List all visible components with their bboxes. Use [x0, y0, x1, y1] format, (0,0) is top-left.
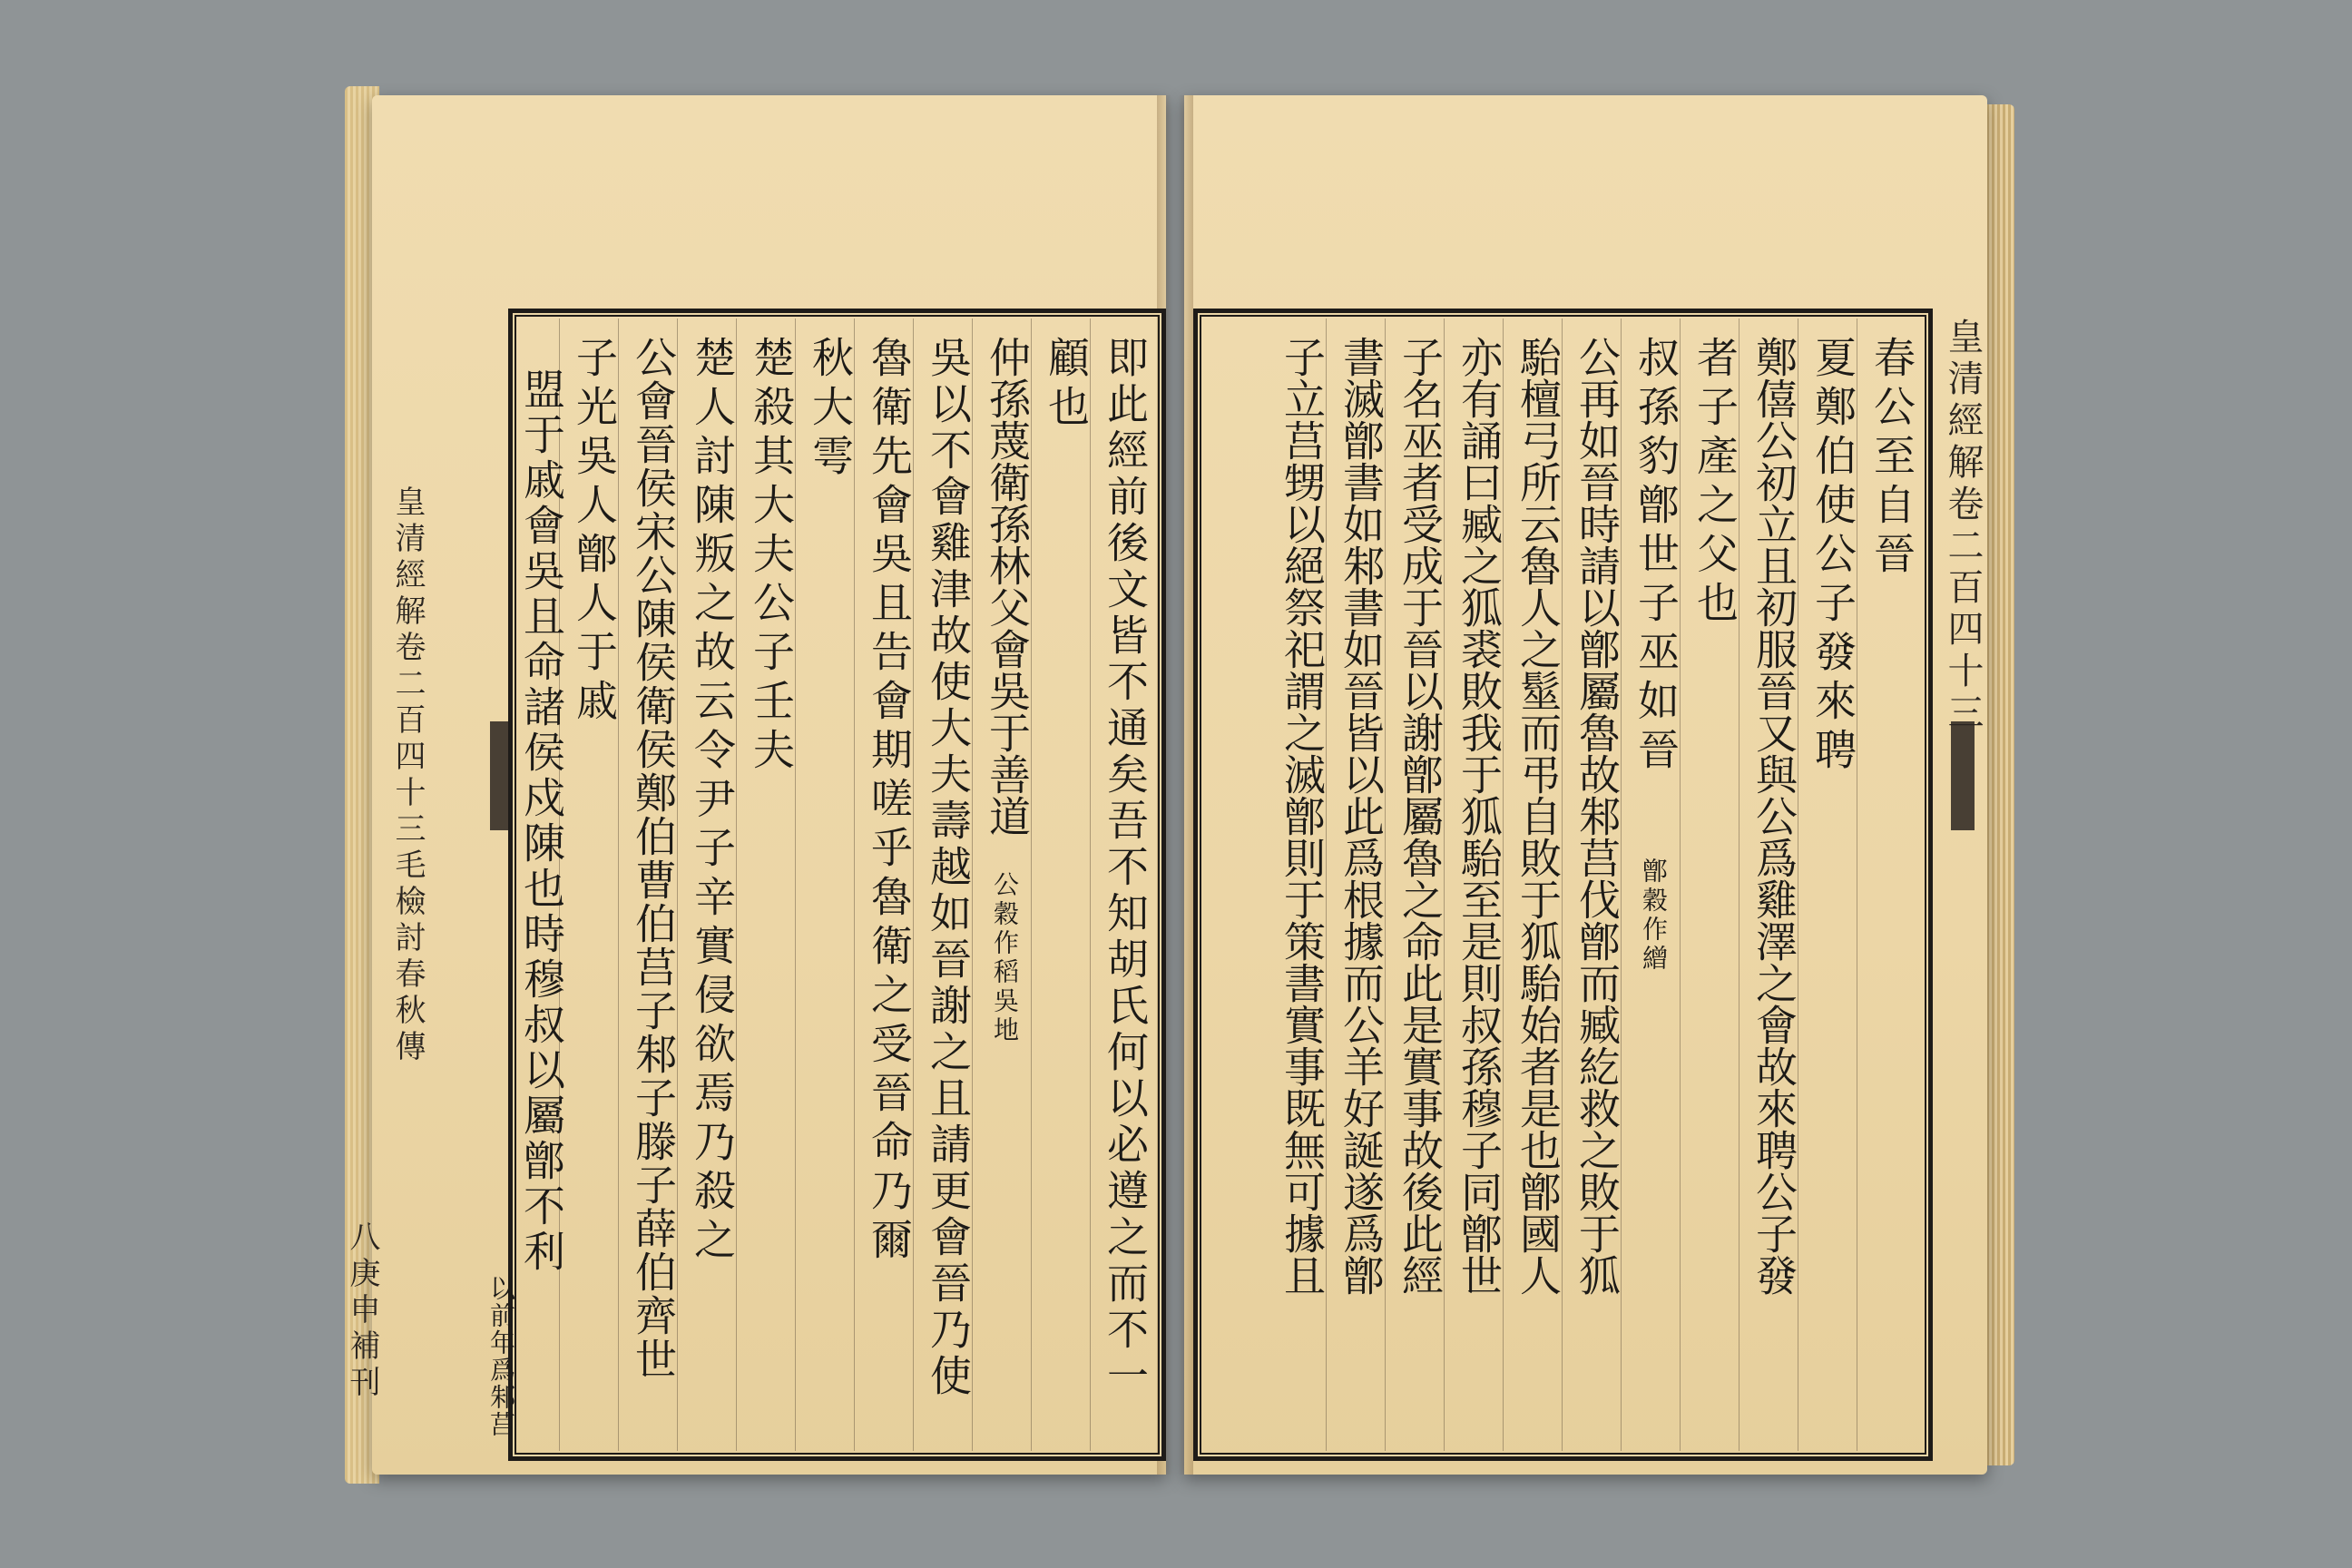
- left-col-9: 公會晉侯宋公陳侯衛侯鄭伯曹伯莒子邾子滕子薛伯齊世: [629, 336, 678, 1381]
- left-col-5: 魯衛先會吳且告會期嗟乎魯衛之受晉命乃爾: [865, 336, 914, 1267]
- left-col-7: 楚殺其大夫公子壬夫: [747, 336, 796, 777]
- right-col-9: 子名巫者受成于晉以謝鄫屬魯之命此是實事故後此經: [1396, 336, 1445, 1296]
- right-text-frame: [1193, 309, 1933, 1461]
- left-col-11: 盟于戚會吳且命諸侯戍陳也時穆叔以屬鄫不利: [517, 368, 566, 1275]
- right-page-banner: 皇清經解卷二百四十三: [1942, 318, 1984, 735]
- right-col-7: 駘檀弓所云魯人之髽而弔自敗于狐駘始者是也鄫國人: [1514, 336, 1563, 1296]
- left-col-3-note: 公穀作稻吳地: [990, 871, 1020, 1045]
- left-col-2: 顧也: [1042, 336, 1091, 434]
- open-book: [345, 86, 2014, 1502]
- right-col-4: 者子產之父也: [1690, 336, 1740, 630]
- right-col-6: 公再如晉時請以鄫屬魯故邾莒伐鄫而臧紇救之敗于狐: [1573, 336, 1622, 1296]
- left-col-1: 即此經前後文皆不通矣吾不知胡氏何以必遵之而不一: [1101, 336, 1150, 1400]
- left-text-frame: [486, 309, 1166, 1461]
- right-col-5-note: 鄫穀作繒: [1639, 858, 1669, 974]
- right-col-3: 鄭僖公初立且初服晉又與公爲雞澤之會故來聘公子發: [1749, 336, 1798, 1296]
- right-col-5: 叔孫豹鄫世子巫如晉: [1632, 336, 1681, 777]
- right-col-1: 春公至自晉: [1867, 336, 1916, 581]
- left-col-3: 仲孫蔑衛孫林父會吳于善道: [983, 336, 1032, 837]
- left-col-6: 秋大雩: [806, 336, 855, 483]
- right-col-2: 夏鄭伯使公子發來聘: [1808, 336, 1857, 777]
- left-col-8: 楚人討陳叛之故云令尹子辛實侵欲焉乃殺之: [688, 336, 737, 1267]
- left-page-banner: 皇清經解卷二百四十三毛檢討春秋傳: [389, 485, 426, 1066]
- right-col-8: 亦有誦曰臧之狐裘敗我于狐駘至是則叔孫穆子同鄫世: [1455, 336, 1504, 1296]
- right-col-10: 書滅鄫書如邾書如晉皆以此爲根據而公羊好誕遂爲鄫: [1337, 336, 1386, 1296]
- left-col-10: 子光吳人鄫人于戚: [570, 336, 619, 728]
- left-page-footer: 八庚申補刊: [344, 1220, 380, 1402]
- left-col-11-note: 以前年爲邾莒: [486, 1275, 516, 1438]
- right-col-11: 子立莒甥以絕祭祀謂之滅鄫則于策書實事既無可據且: [1278, 336, 1327, 1296]
- left-col-4: 吳以不會雞津故使大夫壽越如晉謝之且請更會晉乃使: [924, 336, 973, 1400]
